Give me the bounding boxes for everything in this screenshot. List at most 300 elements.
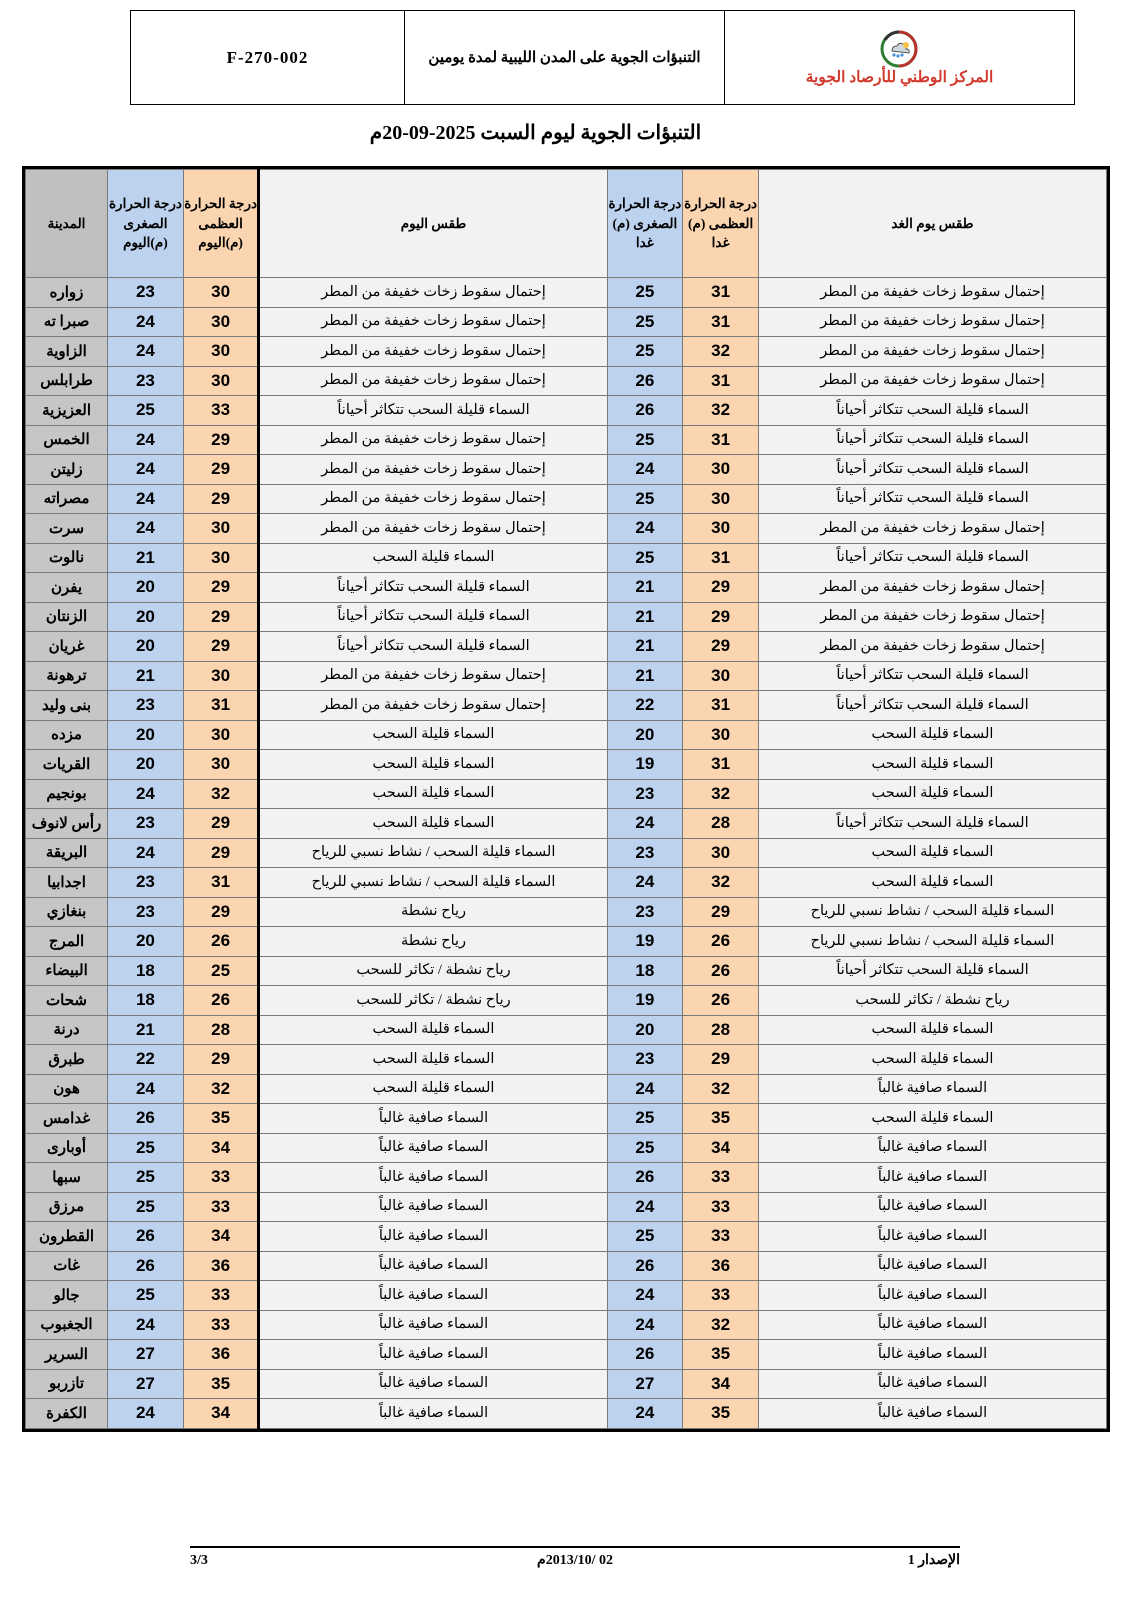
- cell-max-tomorrow: 30: [683, 720, 759, 750]
- cell-weather-today: السماء قليلة السحب / نشاط نسبي للرياح: [259, 838, 607, 868]
- cell-city-name: ترهونة: [26, 661, 108, 691]
- table-row: [26, 720, 1107, 750]
- cell-city-name: العزيزية: [26, 396, 108, 426]
- cell-max-today: 30: [183, 366, 259, 396]
- cell-weather-tomorrow: السماء قليلة السحب / نشاط نسبي للرياح: [758, 897, 1106, 927]
- cell-weather-today: إحتمال سقوط زخات خفيفة من المطر: [259, 484, 607, 514]
- cell-city-name: صبرا ته: [26, 307, 108, 337]
- cell-weather-tomorrow: السماء صافية غالباً: [758, 1074, 1106, 1104]
- cell-min-tomorrow: 25: [607, 278, 683, 308]
- table-row: [26, 691, 1107, 721]
- cell-max-tomorrow: 31: [683, 543, 759, 573]
- cell-max-today: 26: [183, 986, 259, 1016]
- cell-min-today: 25: [108, 396, 184, 426]
- cell-min-tomorrow: 24: [607, 1074, 683, 1104]
- table-row: [26, 1192, 1107, 1222]
- cell-weather-tomorrow: السماء قليلة السحب تتكاثر أحياناً: [758, 809, 1106, 839]
- cell-max-tomorrow: 29: [683, 897, 759, 927]
- cell-max-today: 35: [183, 1104, 259, 1134]
- cell-weather-today: السماء صافية غالباً: [259, 1369, 607, 1399]
- cell-max-tomorrow: 33: [683, 1222, 759, 1252]
- cell-min-today: 24: [108, 307, 184, 337]
- cell-weather-tomorrow: السماء قليلة السحب: [758, 1104, 1106, 1134]
- table-row: [26, 1251, 1107, 1281]
- table-row: [26, 809, 1107, 839]
- cell-weather-tomorrow: إحتمال سقوط زخات خفيفة من المطر: [758, 278, 1106, 308]
- cell-weather-tomorrow: السماء قليلة السحب: [758, 838, 1106, 868]
- cell-min-today: 23: [108, 366, 184, 396]
- cell-max-tomorrow: 30: [683, 455, 759, 485]
- cell-weather-today: السماء صافية غالباً: [259, 1192, 607, 1222]
- footer-page-number: 3/3: [190, 1552, 208, 1568]
- cell-city-name: زليتن: [26, 455, 108, 485]
- table-row: [26, 1045, 1107, 1075]
- cell-min-today: 24: [108, 1399, 184, 1429]
- cell-min-today: 18: [108, 986, 184, 1016]
- cell-weather-today: إحتمال سقوط زخات خفيفة من المطر: [259, 425, 607, 455]
- cell-min-tomorrow: 25: [607, 1222, 683, 1252]
- table-row: [26, 838, 1107, 868]
- cell-min-tomorrow: 21: [607, 602, 683, 632]
- cell-min-today: 25: [108, 1133, 184, 1163]
- cell-weather-today: إحتمال سقوط زخات خفيفة من المطر: [259, 278, 607, 308]
- column-header-weather-today: طقس اليوم: [259, 170, 607, 278]
- cell-min-tomorrow: 24: [607, 868, 683, 898]
- cloud-sun-logo-icon: [881, 30, 919, 66]
- cell-max-today: 29: [183, 425, 259, 455]
- cell-min-tomorrow: 26: [607, 1163, 683, 1193]
- cell-city-name: سبها: [26, 1163, 108, 1193]
- cell-max-today: 29: [183, 602, 259, 632]
- cell-max-tomorrow: 32: [683, 868, 759, 898]
- cell-weather-tomorrow: السماء صافية غالباً: [758, 1133, 1106, 1163]
- cell-weather-tomorrow: السماء قليلة السحب: [758, 720, 1106, 750]
- cell-weather-today: السماء صافية غالباً: [259, 1281, 607, 1311]
- cell-weather-tomorrow: السماء صافية غالباً: [758, 1222, 1106, 1252]
- table-row: [26, 337, 1107, 367]
- cell-min-tomorrow: 19: [607, 927, 683, 957]
- cell-city-name: يفرن: [26, 573, 108, 603]
- cell-max-today: 29: [183, 484, 259, 514]
- cell-min-today: 20: [108, 632, 184, 662]
- cell-min-tomorrow: 26: [607, 396, 683, 426]
- cell-min-tomorrow: 25: [607, 307, 683, 337]
- table-row: [26, 1340, 1107, 1370]
- cell-max-tomorrow: 33: [683, 1192, 759, 1222]
- cell-max-today: 29: [183, 1045, 259, 1075]
- cell-weather-today: السماء صافية غالباً: [259, 1310, 607, 1340]
- cell-city-name: بونجيم: [26, 779, 108, 809]
- cell-max-tomorrow: 26: [683, 956, 759, 986]
- cell-min-tomorrow: 22: [607, 691, 683, 721]
- cell-weather-tomorrow: السماء قليلة السحب تتكاثر أحياناً: [758, 455, 1106, 485]
- cell-weather-today: إحتمال سقوط زخات خفيفة من المطر: [259, 661, 607, 691]
- cell-min-tomorrow: 19: [607, 750, 683, 780]
- page-title: التنبؤات الجوية ليوم السبت 2025-09-20م: [369, 122, 702, 144]
- cell-max-today: 30: [183, 307, 259, 337]
- cell-max-tomorrow: 34: [683, 1369, 759, 1399]
- cell-max-today: 32: [183, 779, 259, 809]
- cell-min-today: 20: [108, 750, 184, 780]
- cell-weather-today: رياح نشطة / تكاثر للسحب: [259, 986, 607, 1016]
- cell-city-name: البريقة: [26, 838, 108, 868]
- cell-max-tomorrow: 31: [683, 691, 759, 721]
- table-row: [26, 455, 1107, 485]
- cell-max-today: 32: [183, 1074, 259, 1104]
- cell-weather-tomorrow: السماء قليلة السحب تتكاثر أحياناً: [758, 543, 1106, 573]
- cell-max-today: 29: [183, 573, 259, 603]
- forecast-table: [25, 169, 1107, 1429]
- table-row: [26, 543, 1107, 573]
- table-row: [26, 897, 1107, 927]
- cell-min-tomorrow: 26: [607, 1340, 683, 1370]
- cell-max-tomorrow: 31: [683, 307, 759, 337]
- cell-min-today: 20: [108, 927, 184, 957]
- cell-max-today: 33: [183, 1163, 259, 1193]
- table-row: [26, 1369, 1107, 1399]
- cell-weather-today: السماء قليلة السحب: [259, 543, 607, 573]
- cell-city-name: الكفرة: [26, 1399, 108, 1429]
- cell-max-today: 34: [183, 1399, 259, 1429]
- cell-max-tomorrow: 29: [683, 602, 759, 632]
- cell-min-today: 24: [108, 455, 184, 485]
- cell-max-today: 28: [183, 1015, 259, 1045]
- cell-city-name: غدامس: [26, 1104, 108, 1134]
- column-header-weather-tomorrow: طقس يوم الغد: [758, 170, 1106, 278]
- document-header: [130, 10, 1075, 105]
- cell-min-today: 24: [108, 514, 184, 544]
- cell-weather-today: إحتمال سقوط زخات خفيفة من المطر: [259, 307, 607, 337]
- table-row: [26, 514, 1107, 544]
- cell-city-name: مرزق: [26, 1192, 108, 1222]
- cell-max-tomorrow: 29: [683, 1045, 759, 1075]
- cell-min-today: 24: [108, 1310, 184, 1340]
- cell-weather-today: السماء قليلة السحب تتكاثر أحياناً: [259, 573, 607, 603]
- cell-max-today: 29: [183, 838, 259, 868]
- cell-min-today: 22: [108, 1045, 184, 1075]
- cell-city-name: البيضاء: [26, 956, 108, 986]
- cell-max-tomorrow: 32: [683, 337, 759, 367]
- cell-min-today: 23: [108, 897, 184, 927]
- cell-min-tomorrow: 25: [607, 337, 683, 367]
- cell-weather-tomorrow: السماء قليلة السحب / نشاط نسبي للرياح: [758, 927, 1106, 957]
- table-row: [26, 425, 1107, 455]
- cell-min-tomorrow: 25: [607, 425, 683, 455]
- cell-city-name: تازربو: [26, 1369, 108, 1399]
- cell-weather-today: إحتمال سقوط زخات خفيفة من المطر: [259, 455, 607, 485]
- cell-max-today: 33: [183, 1192, 259, 1222]
- table-row: [26, 927, 1107, 957]
- column-header-max-today: درجة الحرارة العظمى (م)اليوم: [183, 170, 259, 278]
- cell-max-tomorrow: 33: [683, 1281, 759, 1311]
- column-header-city: المدينة: [26, 170, 108, 278]
- cell-max-tomorrow: 26: [683, 927, 759, 957]
- cell-min-tomorrow: 26: [607, 1251, 683, 1281]
- cell-max-today: 31: [183, 691, 259, 721]
- cell-min-today: 23: [108, 278, 184, 308]
- cell-max-today: 30: [183, 278, 259, 308]
- cell-min-tomorrow: 21: [607, 632, 683, 662]
- cell-max-tomorrow: 35: [683, 1399, 759, 1429]
- cell-min-today: 23: [108, 691, 184, 721]
- cell-city-name: غات: [26, 1251, 108, 1281]
- cell-weather-today: السماء قليلة السحب تتكاثر أحياناً: [259, 602, 607, 632]
- cell-weather-tomorrow: السماء صافية غالباً: [758, 1281, 1106, 1311]
- cell-min-today: 20: [108, 720, 184, 750]
- cell-weather-tomorrow: إحتمال سقوط زخات خفيفة من المطر: [758, 307, 1106, 337]
- cell-weather-tomorrow: السماء صافية غالباً: [758, 1340, 1106, 1370]
- table-row: [26, 986, 1107, 1016]
- cell-min-today: 23: [108, 809, 184, 839]
- cell-weather-tomorrow: السماء قليلة السحب تتكاثر أحياناً: [758, 396, 1106, 426]
- cell-weather-tomorrow: السماء قليلة السحب: [758, 1045, 1106, 1075]
- cell-max-tomorrow: 34: [683, 1133, 759, 1163]
- cell-weather-today: السماء قليلة السحب تتكاثر أحياناً: [259, 396, 607, 426]
- footer-date: 02 /2013/10م: [537, 1553, 613, 1568]
- cell-min-today: 24: [108, 337, 184, 367]
- cell-weather-tomorrow: إحتمال سقوط زخات خفيفة من المطر: [758, 573, 1106, 603]
- cell-max-tomorrow: 28: [683, 1015, 759, 1045]
- cell-city-name: السرير: [26, 1340, 108, 1370]
- cell-max-today: 29: [183, 455, 259, 485]
- cell-max-tomorrow: 26: [683, 986, 759, 1016]
- table-row: [26, 750, 1107, 780]
- cell-city-name: جالو: [26, 1281, 108, 1311]
- cell-min-today: 24: [108, 779, 184, 809]
- table-row: [26, 1399, 1107, 1429]
- cell-weather-tomorrow: السماء قليلة السحب تتكاثر أحياناً: [758, 425, 1106, 455]
- cell-max-tomorrow: 33: [683, 1163, 759, 1193]
- cell-min-tomorrow: 25: [607, 484, 683, 514]
- cell-max-today: 25: [183, 956, 259, 986]
- cell-weather-today: إحتمال سقوط زخات خفيفة من المطر: [259, 691, 607, 721]
- cell-city-name: الزنتان: [26, 602, 108, 632]
- cell-min-tomorrow: 24: [607, 809, 683, 839]
- cell-city-name: هون: [26, 1074, 108, 1104]
- cell-max-tomorrow: 36: [683, 1251, 759, 1281]
- organization-name: المركز الوطني للأرصاد الجوية: [805, 69, 994, 86]
- cell-city-name: رأس لانوف: [26, 809, 108, 839]
- cell-city-name: الخمس: [26, 425, 108, 455]
- cell-max-today: 36: [183, 1340, 259, 1370]
- cell-weather-today: إحتمال سقوط زخات خفيفة من المطر: [259, 337, 607, 367]
- cell-min-tomorrow: 21: [607, 661, 683, 691]
- cell-max-today: 33: [183, 396, 259, 426]
- table-row: [26, 1281, 1107, 1311]
- cell-city-name: الجغبوب: [26, 1310, 108, 1340]
- cell-weather-tomorrow: السماء صافية غالباً: [758, 1369, 1106, 1399]
- table-row: [26, 661, 1107, 691]
- cell-max-today: 26: [183, 927, 259, 957]
- cell-city-name: طرابلس: [26, 366, 108, 396]
- cell-max-today: 29: [183, 809, 259, 839]
- cell-weather-tomorrow: إحتمال سقوط زخات خفيفة من المطر: [758, 337, 1106, 367]
- cell-min-tomorrow: 25: [607, 1104, 683, 1134]
- cell-min-tomorrow: 23: [607, 838, 683, 868]
- cell-weather-today: السماء قليلة السحب: [259, 1015, 607, 1045]
- cell-weather-today: السماء قليلة السحب: [259, 779, 607, 809]
- cell-min-tomorrow: 24: [607, 1399, 683, 1429]
- organization-block: [724, 11, 1074, 104]
- cell-max-tomorrow: 32: [683, 1074, 759, 1104]
- table-row: [26, 868, 1107, 898]
- cell-weather-tomorrow: إحتمال سقوط زخات خفيفة من المطر: [758, 602, 1106, 632]
- cell-weather-tomorrow: السماء صافية غالباً: [758, 1399, 1106, 1429]
- table-row: [26, 1015, 1107, 1045]
- cell-max-today: 30: [183, 543, 259, 573]
- cell-max-tomorrow: 32: [683, 1310, 759, 1340]
- cell-max-today: 29: [183, 897, 259, 927]
- cell-max-tomorrow: 29: [683, 632, 759, 662]
- cell-weather-tomorrow: السماء صافية غالباً: [758, 1310, 1106, 1340]
- cell-max-today: 30: [183, 750, 259, 780]
- cell-min-today: 24: [108, 1074, 184, 1104]
- cell-weather-tomorrow: السماء قليلة السحب تتكاثر أحياناً: [758, 691, 1106, 721]
- cell-weather-tomorrow: رياح نشطة / تكاثر للسحب: [758, 986, 1106, 1016]
- cell-city-name: بنغازي: [26, 897, 108, 927]
- table-row: [26, 573, 1107, 603]
- cell-weather-tomorrow: إحتمال سقوط زخات خفيفة من المطر: [758, 366, 1106, 396]
- cell-min-today: 18: [108, 956, 184, 986]
- cell-weather-tomorrow: السماء قليلة السحب: [758, 1015, 1106, 1045]
- cell-weather-tomorrow: السماء قليلة السحب: [758, 779, 1106, 809]
- cell-city-name: القطرون: [26, 1222, 108, 1252]
- table-row: [26, 779, 1107, 809]
- table-row: [26, 1104, 1107, 1134]
- cell-max-tomorrow: 30: [683, 838, 759, 868]
- cell-min-tomorrow: 24: [607, 1192, 683, 1222]
- cell-max-today: 34: [183, 1133, 259, 1163]
- cell-city-name: المرج: [26, 927, 108, 957]
- table-row: [26, 484, 1107, 514]
- cell-min-tomorrow: 23: [607, 897, 683, 927]
- cell-max-today: 30: [183, 661, 259, 691]
- footer-divider: [190, 1546, 960, 1548]
- cell-min-tomorrow: 20: [607, 720, 683, 750]
- cell-city-name: أوبارى: [26, 1133, 108, 1163]
- cell-min-tomorrow: 25: [607, 543, 683, 573]
- cell-min-today: 21: [108, 543, 184, 573]
- table-row: [26, 1310, 1107, 1340]
- cell-min-tomorrow: 21: [607, 573, 683, 603]
- cell-weather-today: السماء قليلة السحب: [259, 720, 607, 750]
- cell-max-tomorrow: 35: [683, 1340, 759, 1370]
- cell-min-today: 24: [108, 425, 184, 455]
- cell-weather-tomorrow: السماء قليلة السحب تتكاثر أحياناً: [758, 484, 1106, 514]
- table-header-row: [26, 170, 1107, 278]
- cell-weather-today: السماء صافية غالباً: [259, 1133, 607, 1163]
- cell-max-today: 33: [183, 1310, 259, 1340]
- cell-min-tomorrow: 24: [607, 1281, 683, 1311]
- table-row: [26, 632, 1107, 662]
- cell-weather-today: السماء قليلة السحب: [259, 809, 607, 839]
- column-header-min-today: درجة الحرارة الصغرى (م)اليوم: [108, 170, 184, 278]
- cell-city-name: غريان: [26, 632, 108, 662]
- document-subject: التنبؤات الجوية على المدن الليبية لمدة يومين: [404, 11, 724, 104]
- cell-weather-tomorrow: السماء صافية غالباً: [758, 1251, 1106, 1281]
- cell-max-tomorrow: 31: [683, 425, 759, 455]
- cell-min-tomorrow: 24: [607, 514, 683, 544]
- cell-weather-today: السماء صافية غالباً: [259, 1104, 607, 1134]
- cell-weather-today: السماء صافية غالباً: [259, 1222, 607, 1252]
- cell-min-tomorrow: 23: [607, 1045, 683, 1075]
- cell-weather-tomorrow: السماء قليلة السحب تتكاثر أحياناً: [758, 661, 1106, 691]
- cell-max-tomorrow: 30: [683, 514, 759, 544]
- cell-weather-tomorrow: السماء صافية غالباً: [758, 1192, 1106, 1222]
- cell-weather-today: السماء قليلة السحب / نشاط نسبي للرياح: [259, 868, 607, 898]
- cell-max-tomorrow: 32: [683, 779, 759, 809]
- cell-weather-today: السماء صافية غالباً: [259, 1399, 607, 1429]
- cell-city-name: سرت: [26, 514, 108, 544]
- cell-min-tomorrow: 27: [607, 1369, 683, 1399]
- cell-min-today: 20: [108, 573, 184, 603]
- cell-max-tomorrow: 31: [683, 278, 759, 308]
- cell-min-tomorrow: 18: [607, 956, 683, 986]
- table-row: [26, 1222, 1107, 1252]
- cell-min-today: 25: [108, 1281, 184, 1311]
- cell-min-tomorrow: 20: [607, 1015, 683, 1045]
- cell-max-tomorrow: 32: [683, 396, 759, 426]
- cell-weather-today: السماء قليلة السحب: [259, 750, 607, 780]
- cell-city-name: الزاوية: [26, 337, 108, 367]
- table-row: [26, 366, 1107, 396]
- table-row: [26, 956, 1107, 986]
- cell-min-today: 26: [108, 1104, 184, 1134]
- cell-max-today: 29: [183, 632, 259, 662]
- table-row: [26, 278, 1107, 308]
- cell-min-today: 26: [108, 1251, 184, 1281]
- cell-max-tomorrow: 31: [683, 750, 759, 780]
- cell-city-name: مزده: [26, 720, 108, 750]
- cell-city-name: شحات: [26, 986, 108, 1016]
- cell-min-tomorrow: 19: [607, 986, 683, 1016]
- cell-weather-today: السماء قليلة السحب: [259, 1045, 607, 1075]
- cell-max-today: 34: [183, 1222, 259, 1252]
- cell-min-tomorrow: 24: [607, 1310, 683, 1340]
- forecast-table-container: [22, 166, 1110, 1432]
- cell-weather-tomorrow: السماء صافية غالباً: [758, 1163, 1106, 1193]
- cell-weather-today: إحتمال سقوط زخات خفيفة من المطر: [259, 514, 607, 544]
- table-row: [26, 1074, 1107, 1104]
- cell-max-tomorrow: 31: [683, 366, 759, 396]
- cell-max-today: 33: [183, 1281, 259, 1311]
- cell-weather-today: رياح نشطة: [259, 927, 607, 957]
- cell-min-tomorrow: 23: [607, 779, 683, 809]
- table-row: [26, 307, 1107, 337]
- table-body: [26, 278, 1107, 1429]
- cell-max-today: 30: [183, 720, 259, 750]
- cell-min-tomorrow: 24: [607, 455, 683, 485]
- cell-weather-tomorrow: السماء قليلة السحب: [758, 868, 1106, 898]
- cell-min-today: 25: [108, 1163, 184, 1193]
- table-row: [26, 396, 1107, 426]
- cell-city-name: نالوت: [26, 543, 108, 573]
- cell-weather-tomorrow: إحتمال سقوط زخات خفيفة من المطر: [758, 632, 1106, 662]
- cell-max-today: 30: [183, 337, 259, 367]
- table-row: [26, 1163, 1107, 1193]
- cell-min-today: 21: [108, 1015, 184, 1045]
- cell-weather-today: السماء صافية غالباً: [259, 1251, 607, 1281]
- cell-max-tomorrow: 28: [683, 809, 759, 839]
- cell-city-name: اجدابيا: [26, 868, 108, 898]
- cell-min-today: 26: [108, 1222, 184, 1252]
- cell-max-today: 35: [183, 1369, 259, 1399]
- cell-min-tomorrow: 26: [607, 366, 683, 396]
- cell-weather-today: السماء صافية غالباً: [259, 1340, 607, 1370]
- cell-city-name: بنى وليد: [26, 691, 108, 721]
- cell-city-name: طبرق: [26, 1045, 108, 1075]
- cell-weather-today: رياح نشطة / تكاثر للسحب: [259, 956, 607, 986]
